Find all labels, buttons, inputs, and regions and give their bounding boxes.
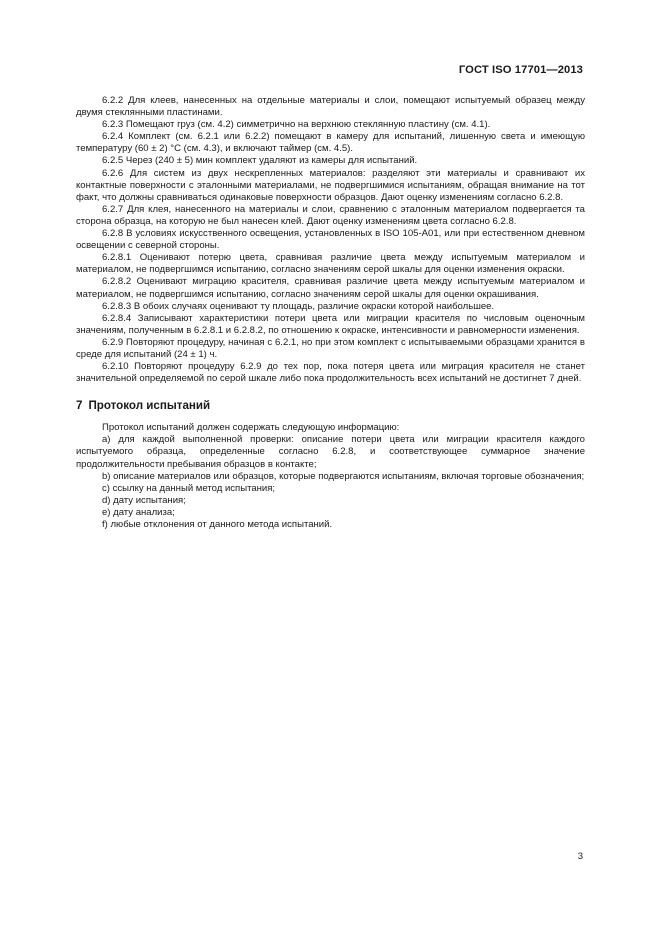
page-number: 3 [577, 851, 583, 862]
paragraph-6-2-8-3: 6.2.8.3 В обоих случаях оценивают ту площадь, различие окраски которой наибольшее. [102, 300, 495, 312]
paragraph-6-2-2: 6.2.2 Для клеев, нанесенных на отдельные материалы и слои, помещают испытуемый образец между двумя стеклянными пластинами. [76, 95, 585, 119]
protocol-item-a: a) для каждой выполненной проверки: описание потери цвета или миграции красителя каждого испытуемого образца, определенные согласно 6.2.8, и соответствующее суммарное значение продолжительности пребывания образцов в контакте; [76, 434, 585, 470]
protocol-item-b: b) описание материалов или образцов, которые подвергаются испытаниям, включая торговые обозначения; [102, 470, 585, 482]
paragraph-6-2-8-1: 6.2.8.1 Оценивают потерю цвета, сравнивая различие цвета между испытуемым материалом и материалом, не подвергшимся испытанию, согласно значениям серой шкалы для оценки изменения окраски. [76, 252, 585, 276]
section-heading [76, 399, 585, 413]
paragraph-6-2-8: 6.2.8 В условиях искусственного освещения, установленных в ISO 105-A01, или при естественном дневном освещении с северной стороны. [76, 228, 585, 252]
paragraph-6-2-4: 6.2.4 Комплект (см. 6.2.1 или 6.2.2) помещают в камеру для испытаний, лишенную света и имеющую температуру (60 ± 2) °С (см. 4.3), и включают таймер (см. 4.5). [76, 131, 585, 155]
paragraph-6-2-6: 6.2.6 Для систем из двух нескрепленных материалов: разделяют эти материалы и сравнивают их контактные поверхности с эталонными материалами, не подвергшимися испытаниям, обращая внимание на тот факт, что должны сравниваться одинаковые поверхности образцов. Дают оценку изменениям согласно 6.2.8. [76, 167, 585, 203]
paragraph-6-2-8-2: 6.2.8.2 Оценивают миграцию красителя, сравнивая различие цвета между испытуемым материалом и материалом, не подвергшимся испытанию, согласно значениям серой шкалы для оценки окрашивания. [76, 276, 585, 300]
protocol-item-c: c) ссылку на данный метод испытания; [102, 482, 276, 494]
protocol-item-e: e) дату анализа; [102, 506, 175, 518]
protocol-item-f: f) любые отклонения от данного метода испытаний. [102, 519, 333, 530]
paragraph-6-2-10: 6.2.10 Повторяют процедуру 6.2.9 до тех пор, пока потеря цвета или миграция красителя не станет значительной определяемой по серой шкале либо пока продолжительность всех испытаний не достигнет 7 дней. [76, 361, 585, 385]
paragraph-6-2-5: 6.2.5 Через (240 ± 5) мин комплект удаляют из камеры для испытаний. [102, 155, 418, 167]
protocol-item-d: d) дату испытания; [102, 494, 186, 506]
paragraph-6-2-7: 6.2.7 Для клея, нанесенного на материалы и слои, сравнению с эталонным материалом подвергается та сторона образца, на которую не был нанесен клей. Дают оценку изменениям цвета согласно 6.2.8. [76, 203, 585, 227]
section-title: Протокол испытаний [88, 399, 211, 413]
section-number: 7 [76, 399, 83, 413]
document-body [76, 95, 585, 531]
paragraph-6-2-3: 6.2.3 Помещают груз (см. 4.2) симметрично на верхнюю стеклянную пластину (см. 4.1). [102, 119, 491, 131]
protocol-intro: Протокол испытаний должен содержать следующую информацию: [102, 422, 400, 434]
paragraph-6-2-9: 6.2.9 Повторяют процедуру, начиная с 6.2.1, но при этом комплект с испытываемыми образцами хранится в среде для испытаний (24 ± 1) ч. [76, 336, 585, 360]
paragraph-6-2-8-4: 6.2.8.4 Записывают характеристики потери цвета или миграции красителя по числовым оценочным значениям, полученным в 6.2.8.1 и 6.2.8.2, по отношению к окраске, интенсивности и равномерности изменения. [76, 312, 585, 336]
standard-header: ГОСТ ISO 17701—2013 [458, 64, 583, 76]
